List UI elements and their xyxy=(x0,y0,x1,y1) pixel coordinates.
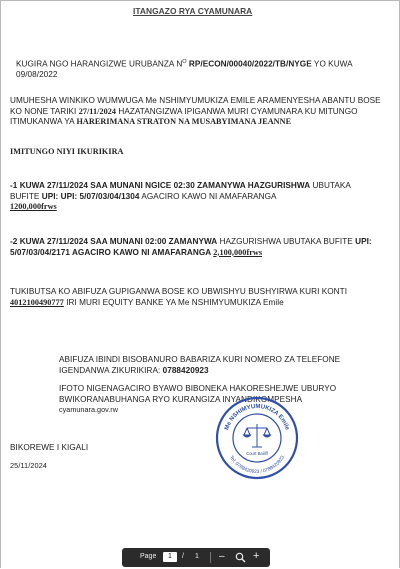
zoom-out-button[interactable]: – xyxy=(219,551,225,562)
photo-info-paragraph: IFOTO NIGENAGACIRO BYAWO BIBONEKA HAKORESHEJWE UBURYO BWIKORANABUHANGA RYO KURANGIZA INYANDIKOMPESHA xyxy=(59,384,337,404)
announcement-body-text: HAZATANGIZWA IPIGANWA MURI CYAMUNARA KU MITUNGO ITIMUKANWA YA xyxy=(10,106,358,126)
bank-details-text: IRI MURI EQUITY BANKE YA Me NSHIMYUMUKIZA Emile xyxy=(63,297,284,307)
payment-text: TUKIBUTSA KO ABIFUZA GUPIGANWA BOSE KO UBWISHYU BUSHYIRWA KURI KONTI xyxy=(10,287,348,296)
pdf-viewer-toolbar xyxy=(122,548,270,567)
case-reference-paragraph xyxy=(16,57,376,81)
page-label: Page xyxy=(140,553,157,560)
zoom-in-icon[interactable] xyxy=(235,552,246,563)
zoom-plus-button[interactable]: + xyxy=(253,550,260,562)
contact-text: ABIFUZA IBINDI BISOBANURO BABARIZA KURI NOMERO ZA TELEFONE IGENDANWA ZIKURIKIRA: xyxy=(59,355,341,375)
page-separator: / xyxy=(182,553,184,560)
stamp-bottom-text: Tel: 0788420923 / 0788420923 xyxy=(228,455,286,476)
case-date-text: YO KUWA 09/08/2022 xyxy=(16,59,353,80)
contact-paragraph xyxy=(59,355,379,376)
property-list-heading: IMITUNGO NIYI IKURIKIRA xyxy=(10,147,124,156)
stamp-center-text: Court Bailiff xyxy=(246,451,268,456)
property-1-value-text: AGACIRO KAWO NI AMAFARANGA xyxy=(139,191,277,201)
property-1-upi: UPI: UPI: 5/07/03/04/1304 xyxy=(41,191,140,201)
announcement-intro-text: UMUHESHA WINKIKO WUMWUGA Me NSHIMYUMUKIZA EMILE ARAMENYESHA ABANTU BOSE KO NONE TARIKI xyxy=(10,96,381,116)
owners-names: HARERIMANA STRATON NA MUSABYIMANA JEANNE xyxy=(76,117,292,126)
property-item-2 xyxy=(10,237,380,258)
announcement-paragraph xyxy=(10,96,382,128)
stamp-top-text: Me NSHIMYUMUKIZA Emile xyxy=(224,403,290,431)
property-1-schedule: -1 KUWA 27/11/2024 SAA MUNANI NGICE 02:30 ZAMANYWA HAZGURISHWA xyxy=(10,181,311,190)
property-2-text: HAZGURISHWA UBUTAKA BUFITE xyxy=(217,237,356,246)
website-link[interactable]: cyamunara.gov.rw xyxy=(59,405,118,414)
scales-of-justice-icon xyxy=(244,424,271,447)
property-item-1 xyxy=(10,181,380,213)
case-number: RP/ECON/00040/2022/TB/NYGE xyxy=(186,59,312,69)
case-number-superscript: O xyxy=(182,59,187,65)
total-pages: 1 xyxy=(195,553,199,560)
official-stamp xyxy=(214,395,300,481)
auction-date: 27/11/2024 xyxy=(78,106,117,116)
property-1-price: 1200,000frws xyxy=(10,202,57,211)
property-2-price: 2,100,000frws xyxy=(213,247,263,257)
property-1-text: UBUTAKA BUFITE xyxy=(10,181,351,201)
page-number-input[interactable]: 1 xyxy=(163,552,177,562)
payment-paragraph xyxy=(10,287,380,308)
place-of-issue: BIKOREWE I KIGALI xyxy=(10,443,89,452)
property-2-schedule: -2 KUWA 27/11/2024 SAA MUNANI 02:00 ZAMANYWA xyxy=(10,237,218,246)
document-title: ITANGAZO RYA CYAMUNARA xyxy=(133,6,253,16)
case-intro-text: KUGIRA NGO HARANGIZWE URUBANZA N xyxy=(16,59,183,69)
issue-date: 25/11/2024 xyxy=(10,461,47,470)
bank-account-number: 4012100490777 xyxy=(10,297,64,307)
phone-number: 0788420923 xyxy=(162,365,209,375)
toolbar-divider xyxy=(210,552,211,563)
property-2-upi-value: UPI: 5/07/03/04/2171 AGACIRO KAWO NI AMAFARANGA xyxy=(10,237,372,257)
